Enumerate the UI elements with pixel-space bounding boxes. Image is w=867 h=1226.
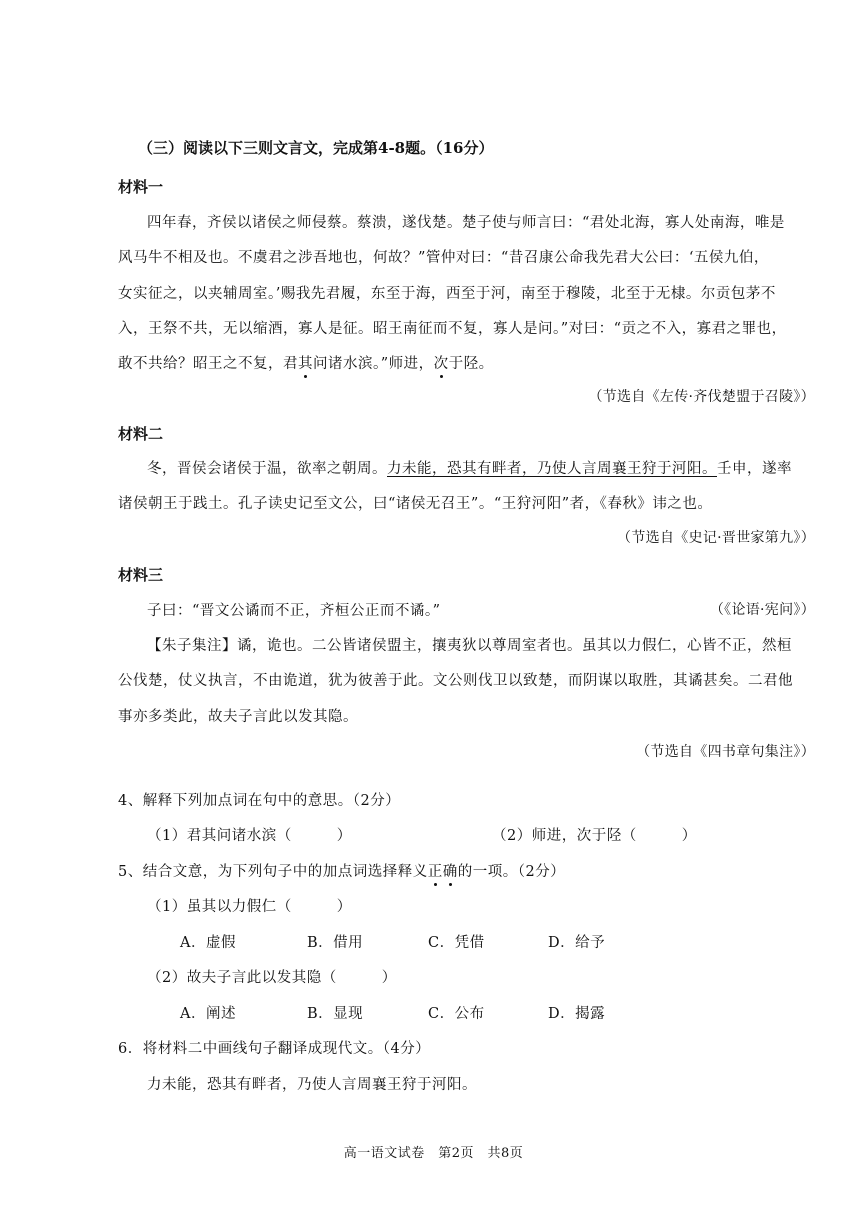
material-2-title: 材料二 [118,425,164,443]
text-span: 冬，晋侯会诸侯于温，欲率之朝周。 [147,461,387,477]
material-2-line-1 [147,457,792,478]
dotted-word: 次 [434,352,449,373]
text-span: 壬申，遂率 [717,461,792,477]
option-a[interactable]: A．阐述 [180,1006,236,1022]
question-6-title: 6．将材料二中画线句子翻译成现代文。（4分） [118,1041,431,1057]
material-2-source: （节选自《史记·晋世家第九》） [617,530,815,546]
text-span: 于陉。 [448,356,494,372]
material-3-line-1: 【朱子集注】谲，诡也。二公皆诸侯盟主，攘夷狄以尊周室者也。虽其以力假仁，心皆不正，然桓 [147,638,792,654]
material-2-line-2: 诸侯朝王于践土。孔子读史记至文公，曰“诸侯无召王”。“王狩河阳”者，《春秋》讳之也。 [118,496,713,512]
material-3-title: 材料三 [118,566,164,584]
option-b[interactable]: B．借用 [307,935,364,951]
underlined-sentence: 力未能，恐其有畔者，乃使人言周襄王狩于河阳。 [387,461,717,477]
material-1-line-5 [118,352,494,373]
material-3-quote-source: （《论语·宪问》） [709,602,815,618]
material-1-line-4: 入，王祭不共，无以缩酒，寡人是征。昭王南征而不复，寡人是问。”对曰：“贡之不入，寡君之罪也， [118,321,787,337]
text-span: 5、结合文意，为下列句子中的加点词选择释义 [118,864,428,880]
section-title: （三）阅读以下三则文言文，完成第4-8题。（16分） [138,139,494,157]
material-1-title: 材料一 [118,178,164,196]
dotted-word: 确 [443,860,458,881]
material-1-line-1: 四年春，齐侯以诸侯之师侵蔡。蔡溃，遂伐楚。楚子使与师言曰：“君处北海，寡人处南海，唯是 [147,215,785,231]
text-span: 敢不共给？昭王之不复，君 [118,356,298,372]
question-5-sub-1: （1）虽其以力假仁（ ） [147,899,352,915]
material-3-line-3: 事亦多类此，故夫子言此以发其隐。 [118,709,358,725]
dotted-word: 正 [428,860,443,881]
question-4-item-2: （2）师进，次于陉（ ） [492,828,697,844]
material-1-line-2: 风马牛不相及也。不虞君之涉吾地也，何故？”管仲对曰：“昔召康公命我先君大公曰：‘五侯九伯， [118,250,769,266]
question-4-item-1: （1）君其问诸水滨（ ） [147,828,352,844]
option-b[interactable]: B．显现 [307,1006,364,1022]
material-3-line-2: 公伐楚，仗义执言，不由诡道，犹为彼善于此。文公则伐卫以致楚，而阴谋以取胜，其谲甚矣。二君他 [118,673,793,689]
question-6-sentence: 力未能，恐其有畔者，乃使人言周襄王狩于河阳。 [147,1077,477,1093]
option-c[interactable]: C．公布 [428,1006,485,1022]
material-1-line-3: 女实征之，以夹辅周室。’赐我先君履，东至于海，西至于河，南至于穆陵，北至于无棣。尔贡包茅不 [118,286,776,302]
material-3-source: （节选自《四书章句集注》） [636,744,815,760]
question-5-title [118,860,565,881]
option-c[interactable]: C．凭借 [428,935,485,951]
material-1-source: （节选自《左传·齐伐楚盟于召陵》） [588,389,815,405]
text-span: 问诸水滨。”师进， [313,356,434,372]
material-3-quote: 子曰：“晋文公谲而不正，齐桓公正而不谲。” [147,603,441,619]
dotted-word: 其 [298,352,313,373]
option-a[interactable]: A．虚假 [180,935,236,951]
text-span: 的一项。（2分） [457,864,566,880]
option-d[interactable]: D．揭露 [548,1006,606,1022]
option-d[interactable]: D．给予 [548,935,606,951]
page-footer: 高一语文试卷 第2页 共8页 [343,1146,524,1161]
question-4-title: 4、解释下列加点词在句中的意思。（2分） [118,793,401,809]
question-5-sub-2: （2）故夫子言此以发其隐（ ） [147,970,397,986]
